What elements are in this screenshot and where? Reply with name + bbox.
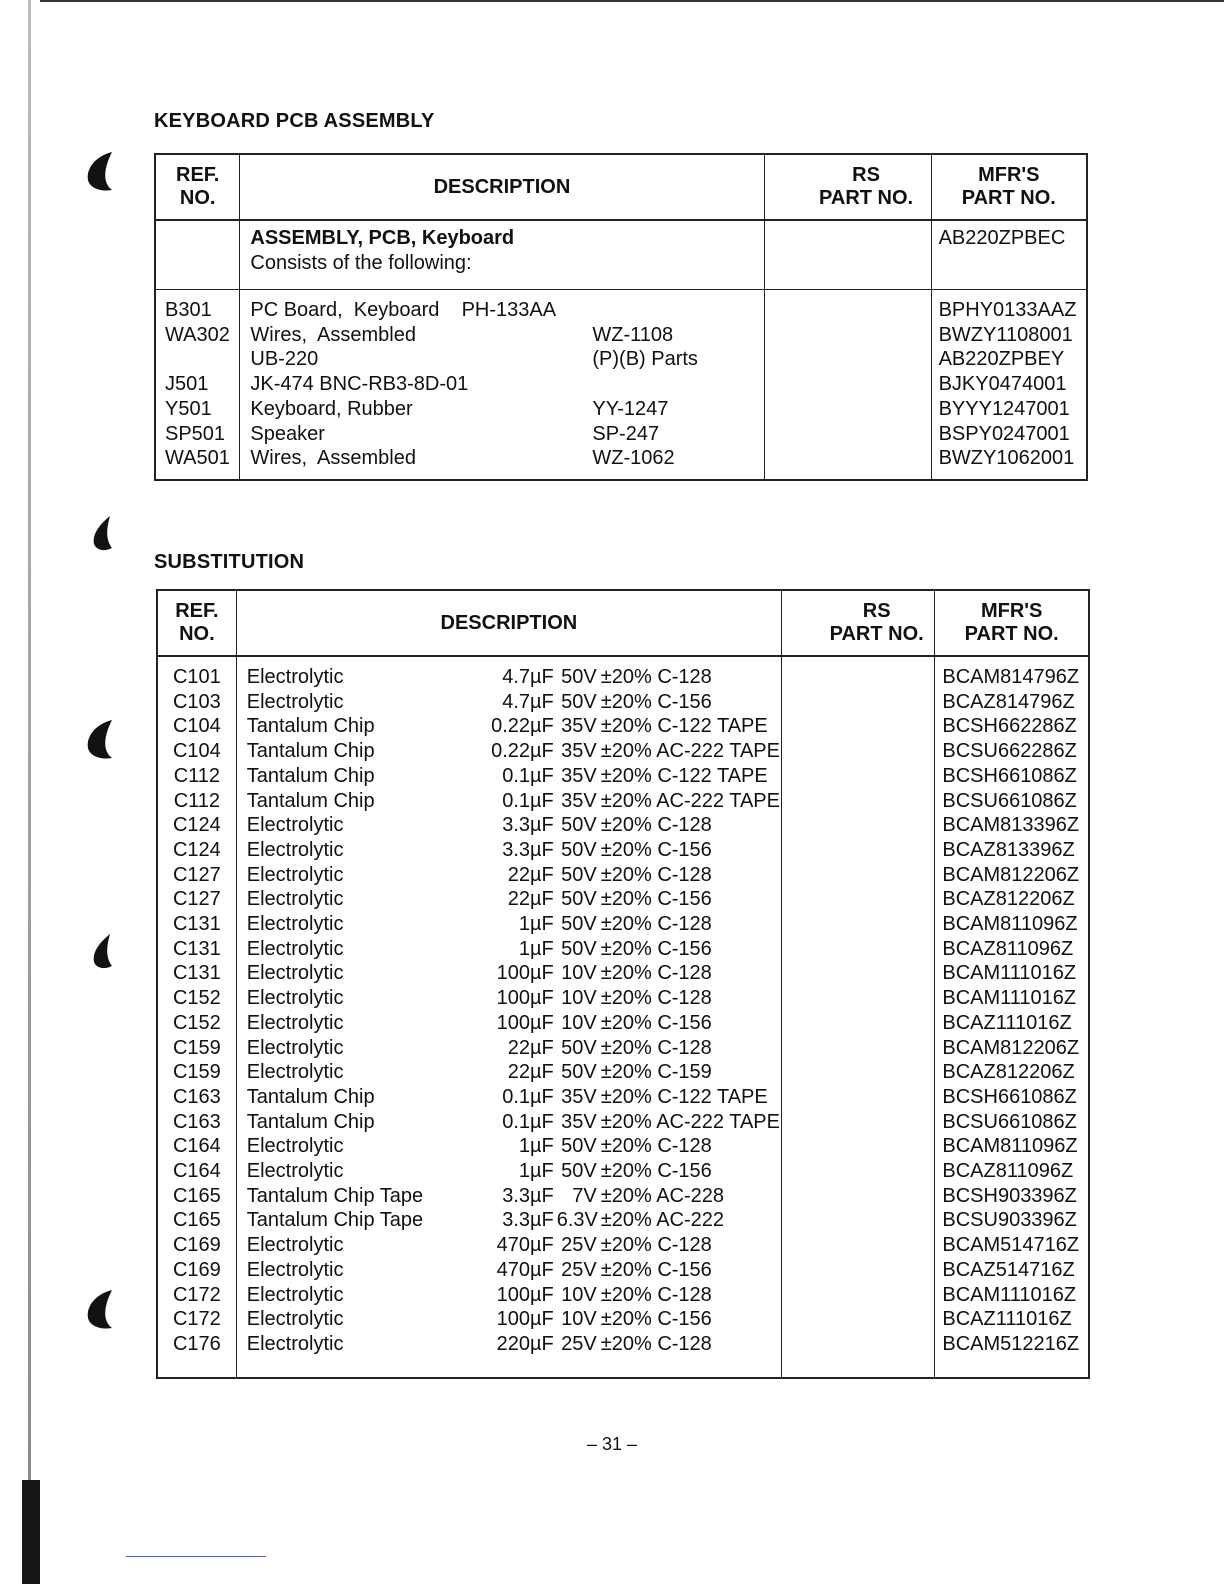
part-description [250, 397, 762, 422]
capacitance-value: 100µF [496, 1308, 554, 1331]
part-description [247, 961, 780, 986]
mfr-part-no: BCAM814796Z [942, 666, 1080, 688]
capacitance-value: 3.3µF [502, 1184, 554, 1207]
part-description [247, 739, 780, 764]
tolerance-spec: ±20% C-128 [600, 1036, 712, 1059]
tolerance-spec: ±20% C-156 [600, 1308, 712, 1331]
capacitance-value: 0.1µF [502, 1085, 554, 1108]
part-ref-no: B301 [165, 299, 212, 321]
part-name: Electrolytic [246, 1011, 344, 1034]
part-description [250, 298, 762, 323]
part-name: Tantalum Chip [246, 740, 375, 763]
part-description [247, 1332, 780, 1357]
part-description [247, 1011, 780, 1036]
part-description [247, 1208, 780, 1233]
mfr-part-no: BCSH661086Z [942, 1085, 1077, 1108]
capacitance-value: 100µF [496, 987, 554, 1010]
rs-part-no-header: RS PART NO. [764, 154, 931, 220]
part-description [247, 714, 780, 739]
voltage-rating: 35V [561, 715, 597, 738]
mfr-part-no: BCAZ811096Z [942, 937, 1074, 960]
mfr-part-no: BSPY0247001 [938, 422, 1070, 445]
section-title-substitution: SUBSTITUTION [154, 551, 305, 573]
voltage-rating: 35V [561, 740, 597, 763]
voltage-rating: 25V [561, 1258, 597, 1281]
voltage-rating: 35V [561, 789, 597, 812]
mfr-part-no: BCSU661086Z [942, 1110, 1077, 1133]
part-code: YY-1247 [592, 397, 669, 420]
voltage-rating: 25V [561, 1332, 597, 1355]
tolerance-spec: ±20% C-128 [600, 863, 712, 886]
part-ref-no: C172 [172, 1283, 221, 1306]
page-top-border [40, 0, 1224, 2]
part-ref-no: SP501 [165, 422, 226, 445]
part-ref-no: WA501 [165, 447, 230, 470]
tolerance-spec: ±20% C-128 [600, 1234, 712, 1257]
part-ref-no: C165 [172, 1209, 221, 1232]
part-ref-no: C104 [172, 715, 221, 738]
mfr-part-no: BCAZ813396Z [942, 838, 1075, 861]
capacitance-value: 0.1µF [502, 764, 554, 787]
tolerance-spec: ±20% C-122 TAPE [600, 715, 768, 738]
capacitance-value: 22µF [507, 1036, 554, 1059]
voltage-rating: 50V [561, 913, 597, 936]
assembly-subtitle: Consists of the following: [250, 251, 472, 274]
capacitance-value: 22µF [507, 1061, 554, 1084]
voltage-rating: 10V [561, 1308, 597, 1331]
part-name: Electrolytic [246, 1258, 344, 1281]
voltage-rating: 50V [561, 1160, 597, 1183]
tolerance-spec: ±20% C-122 TAPE [600, 1085, 768, 1108]
part-description [250, 347, 762, 372]
mfr-part-no-header: MFR'S PART NO. [931, 154, 1087, 220]
binder-edge [28, 0, 31, 1584]
rs-part-no-header: RS PART NO. [781, 590, 934, 656]
mfr-part-no: BCAM514716Z [942, 1234, 1080, 1257]
mfr-part-no: BCAM812206Z [942, 1036, 1080, 1059]
mfr-part-no: AB220ZPBEY [938, 348, 1065, 371]
part-name: Wires, Assembled [250, 447, 416, 470]
part-description [247, 690, 780, 715]
part-ref-no: C112 [173, 764, 221, 787]
substitution-parts-table [156, 589, 1090, 1379]
part-name: JK-474 BNC-RB3-8D-01 [250, 373, 469, 396]
tolerance-spec: ±20% C-128 [600, 1135, 712, 1158]
part-description [247, 813, 780, 838]
part-ref-no: C163 [172, 1110, 221, 1133]
voltage-rating: 10V [561, 1011, 597, 1034]
capacitance-value: 1µF [518, 937, 554, 960]
ref-no-header: REF. NO. [157, 590, 236, 656]
part-name: Electrolytic [246, 1308, 344, 1331]
part-ref-no: C103 [172, 690, 221, 713]
voltage-rating: 10V [561, 987, 597, 1010]
tolerance-spec: ±20% C-156 [600, 1011, 712, 1034]
voltage-rating: 50V [561, 863, 597, 886]
capacitance-value: 100µF [496, 1283, 554, 1306]
capacitance-value: 1µF [518, 913, 554, 936]
part-ref-no: C124 [172, 814, 221, 837]
mfr-part-no: BCAM512216Z [942, 1332, 1080, 1355]
tolerance-spec: ±20% C-128 [600, 1332, 712, 1355]
part-name: Wires, Assembled [250, 323, 416, 346]
tolerance-spec: ±20% AC-222 TAPE [600, 789, 780, 812]
part-description [247, 1307, 780, 1332]
part-ref-no: C163 [172, 1085, 221, 1108]
part-name: PC Board, Keyboard PH-133AA [250, 299, 557, 321]
tolerance-spec: ±20% C-156 [600, 1160, 712, 1183]
part-ref-no: C172 [172, 1308, 221, 1331]
part-name: Speaker [250, 422, 325, 445]
mfr-part-no: BCAM812206Z [942, 863, 1080, 886]
mfr-part-no: BCAZ111016Z [942, 1011, 1072, 1034]
voltage-rating: 50V [561, 1036, 597, 1059]
mfr-part-no: BCAM111016Z [942, 1283, 1077, 1306]
mfr-part-no: BPHY0133AAZ [938, 299, 1077, 321]
capacitance-value: 0.1µF [502, 1110, 554, 1133]
part-name: Electrolytic [246, 962, 344, 985]
keyboard-parts-body [155, 290, 1087, 480]
punch-hole-icon [82, 512, 118, 556]
capacitance-value: 4.7µF [502, 666, 554, 688]
voltage-rating: 10V [561, 1283, 597, 1306]
part-ref-no: C152 [172, 1011, 221, 1034]
part-description [247, 887, 780, 912]
voltage-rating: 25V [561, 1234, 597, 1257]
part-name: Electrolytic [246, 937, 344, 960]
table-header-row [155, 154, 1087, 220]
mfr-part-no: BCSH662286Z [942, 715, 1077, 738]
part-name: Electrolytic [246, 863, 344, 886]
voltage-rating: 35V [561, 764, 597, 787]
part-name: Tantalum Chip [246, 764, 375, 787]
part-name: Tantalum Chip [246, 789, 375, 812]
part-name: Tantalum Chip [246, 1085, 375, 1108]
voltage-rating: 50V [561, 838, 597, 861]
part-name: Keyboard, Rubber [250, 397, 413, 420]
part-code: WZ-1108 [592, 323, 674, 346]
voltage-rating: 35V [561, 1085, 597, 1108]
assembly-mfr-part: AB220ZPBEC [931, 220, 1087, 290]
mfr-part-no: BCAZ514716Z [942, 1258, 1075, 1281]
voltage-rating: 50V [561, 1135, 597, 1158]
mfr-part-no: BCAZ812206Z [942, 888, 1075, 911]
part-name: Electrolytic [246, 814, 344, 837]
binder-shadow [22, 1480, 40, 1584]
mfr-part-no: BCSH661086Z [942, 764, 1077, 787]
tolerance-spec: ±20% C-156 [600, 838, 712, 861]
voltage-rating: 50V [561, 937, 597, 960]
part-name: Electrolytic [246, 987, 344, 1010]
tolerance-spec: ±20% AC-228 [600, 1184, 725, 1207]
voltage-rating: 50V [561, 666, 597, 688]
part-name: Electrolytic [246, 666, 344, 688]
part-name: Electrolytic [246, 1036, 344, 1059]
part-description [247, 1110, 780, 1135]
part-name: Electrolytic [246, 1332, 344, 1355]
part-name: Electrolytic [246, 1061, 344, 1084]
voltage-rating: 50V [561, 690, 597, 713]
part-ref-no: C169 [172, 1234, 221, 1257]
footer-rule [126, 1556, 266, 1557]
part-ref-no: C165 [172, 1184, 221, 1207]
part-ref-no: C164 [172, 1160, 221, 1183]
tolerance-spec: ±20% AC-222 TAPE [600, 1110, 780, 1133]
capacitance-value: 0.22µF [491, 715, 554, 738]
part-ref-no: C131 [172, 937, 221, 960]
voltage-rating: 50V [561, 814, 597, 837]
mfr-part-no-header: MFR'S PART NO. [935, 590, 1089, 656]
part-description [250, 372, 762, 397]
capacitance-value: 4.7µF [502, 690, 554, 713]
part-description [247, 1283, 780, 1308]
capacitance-value: 3.3µF [502, 814, 554, 837]
part-description [247, 789, 780, 814]
voltage-rating: 50V [561, 1061, 597, 1084]
part-ref-no: C152 [172, 987, 221, 1010]
capacitance-value: 100µF [496, 962, 554, 985]
part-name: Tantalum Chip Tape [246, 1184, 424, 1207]
tolerance-spec: ±20% C-159 [600, 1061, 712, 1084]
tolerance-spec: ±20% C-156 [600, 1258, 712, 1281]
part-description [247, 1258, 780, 1283]
capacitance-value: 3.3µF [502, 838, 554, 861]
part-description [247, 937, 780, 962]
part-ref-no: C176 [172, 1332, 221, 1355]
part-name: Tantalum Chip [246, 1110, 375, 1133]
part-name: Electrolytic [246, 838, 344, 861]
substitution-parts-body [157, 656, 1089, 1378]
part-description [247, 1159, 780, 1184]
part-name: UB-220 [250, 348, 319, 371]
part-description [247, 986, 780, 1011]
mfr-part-no: BYYY1247001 [938, 397, 1070, 420]
part-description [247, 912, 780, 937]
part-description [250, 422, 762, 447]
mfr-part-no: BCSU662286Z [942, 740, 1077, 763]
capacitance-value: 220µF [496, 1332, 554, 1355]
part-ref-no: J501 [165, 373, 209, 396]
table-header-row [157, 590, 1089, 656]
mfr-part-no: BCAZ812206Z [942, 1061, 1075, 1084]
voltage-rating: 7V [572, 1184, 597, 1207]
mfr-part-no: BWZY1062001 [938, 447, 1075, 470]
capacitance-value: 0.1µF [502, 789, 554, 812]
part-description [250, 323, 762, 348]
part-ref-no: C101 [172, 666, 221, 688]
tolerance-spec: ±20% AC-222 [600, 1209, 725, 1232]
part-ref-no: C164 [172, 1135, 221, 1158]
capacitance-value: 100µF [496, 1011, 554, 1034]
part-ref-no: WA302 [165, 323, 230, 346]
punch-hole-icon [82, 718, 118, 762]
voltage-rating: 10V [561, 962, 597, 985]
part-description [247, 838, 780, 863]
capacitance-value: 0.22µF [491, 740, 554, 763]
description-header: DESCRIPTION [240, 154, 764, 220]
mfr-part-no: BCAM811096Z [942, 913, 1078, 936]
part-description [247, 1060, 780, 1085]
part-description [247, 665, 780, 690]
mfr-part-no: BCAM111016Z [942, 987, 1077, 1010]
tolerance-spec: ±20% C-128 [600, 913, 712, 936]
mfr-part-no: BCAM111016Z [942, 962, 1077, 985]
voltage-rating: 50V [561, 888, 597, 911]
mfr-part-no: BWZY1108001 [938, 323, 1073, 346]
part-description [247, 764, 780, 789]
tolerance-spec: ±20% C-128 [600, 666, 712, 688]
part-name: Electrolytic [246, 690, 344, 713]
part-code: WZ-1062 [592, 447, 675, 470]
part-description [247, 1085, 780, 1110]
voltage-rating: 35V [561, 1110, 597, 1133]
part-name: Electrolytic [246, 1160, 344, 1183]
part-description [247, 1134, 780, 1159]
mfr-part-no: BJKY0474001 [938, 373, 1067, 396]
section-title-keyboard: KEYBOARD PCB ASSEMBLY [154, 110, 435, 132]
part-ref-no: C124 [172, 838, 221, 861]
part-code: SP-247 [592, 422, 660, 445]
part-code: (P)(B) Parts [592, 348, 698, 371]
capacitance-value: 22µF [507, 888, 554, 911]
assembly-title: ASSEMBLY, PCB, Keyboard [250, 227, 515, 249]
description-header: DESCRIPTION [236, 590, 781, 656]
mfr-part-no: BCAZ111016Z [942, 1308, 1072, 1331]
assembly-row [155, 220, 1087, 290]
part-ref-no: C169 [172, 1258, 221, 1281]
mfr-part-no: BCSU661086Z [942, 789, 1077, 812]
tolerance-spec: ±20% C-156 [600, 690, 712, 713]
capacitance-value: 3.3µF [502, 1209, 554, 1232]
part-description [250, 446, 762, 471]
part-name: Electrolytic [246, 913, 344, 936]
part-ref-no: C127 [172, 863, 221, 886]
part-description [247, 1184, 780, 1209]
tolerance-spec: ±20% C-128 [600, 1283, 712, 1306]
part-name: Electrolytic [246, 888, 344, 911]
tolerance-spec: ±20% C-156 [600, 888, 712, 911]
part-ref-no: C131 [172, 913, 221, 936]
tolerance-spec: ±20% AC-222 TAPE [600, 740, 780, 763]
punch-hole-icon [82, 1288, 118, 1332]
capacitance-value: 1µF [518, 1160, 554, 1183]
capacitance-value: 1µF [518, 1135, 554, 1158]
part-ref-no: C104 [172, 740, 221, 763]
part-ref-no: C127 [172, 888, 221, 911]
part-description [247, 1233, 780, 1258]
part-description [247, 863, 780, 888]
part-ref-no: C159 [172, 1061, 221, 1084]
part-ref-no: C112 [173, 789, 221, 812]
ref-no-header: REF. NO. [155, 154, 240, 220]
mfr-part-no: BCSU903396Z [942, 1209, 1077, 1232]
mfr-part-no: BCAZ811096Z [942, 1160, 1074, 1183]
part-ref-no: Y501 [165, 397, 212, 420]
part-name: Tantalum Chip [246, 715, 375, 738]
mfr-part-no: BCAM811096Z [942, 1135, 1078, 1158]
part-ref-no: C131 [172, 962, 221, 985]
page-number: – 31 – [586, 1434, 638, 1454]
tolerance-spec: ±20% C-156 [600, 937, 712, 960]
keyboard-parts-table [154, 153, 1088, 481]
part-name: Electrolytic [246, 1234, 344, 1257]
tolerance-spec: ±20% C-128 [600, 814, 712, 837]
tolerance-spec: ±20% C-128 [600, 987, 712, 1010]
capacitance-value: 22µF [507, 863, 554, 886]
punch-hole-icon [82, 930, 118, 974]
mfr-part-no: BCSH903396Z [942, 1184, 1077, 1207]
voltage-rating: 6.3V [556, 1209, 598, 1232]
part-name: Electrolytic [246, 1283, 344, 1306]
mfr-part-no: BCAM813396Z [942, 814, 1080, 837]
part-ref-no: C159 [172, 1036, 221, 1059]
tolerance-spec: ±20% C-122 TAPE [600, 764, 768, 787]
part-name: Tantalum Chip Tape [246, 1209, 424, 1232]
part-name: Electrolytic [246, 1135, 344, 1158]
part-ref-no [165, 347, 238, 372]
tolerance-spec: ±20% C-128 [600, 962, 712, 985]
capacitance-value: 470µF [496, 1258, 554, 1281]
mfr-part-no: BCAZ814796Z [942, 690, 1075, 713]
punch-hole-icon [82, 150, 118, 194]
capacitance-value: 470µF [496, 1234, 554, 1257]
part-description [247, 1036, 780, 1061]
